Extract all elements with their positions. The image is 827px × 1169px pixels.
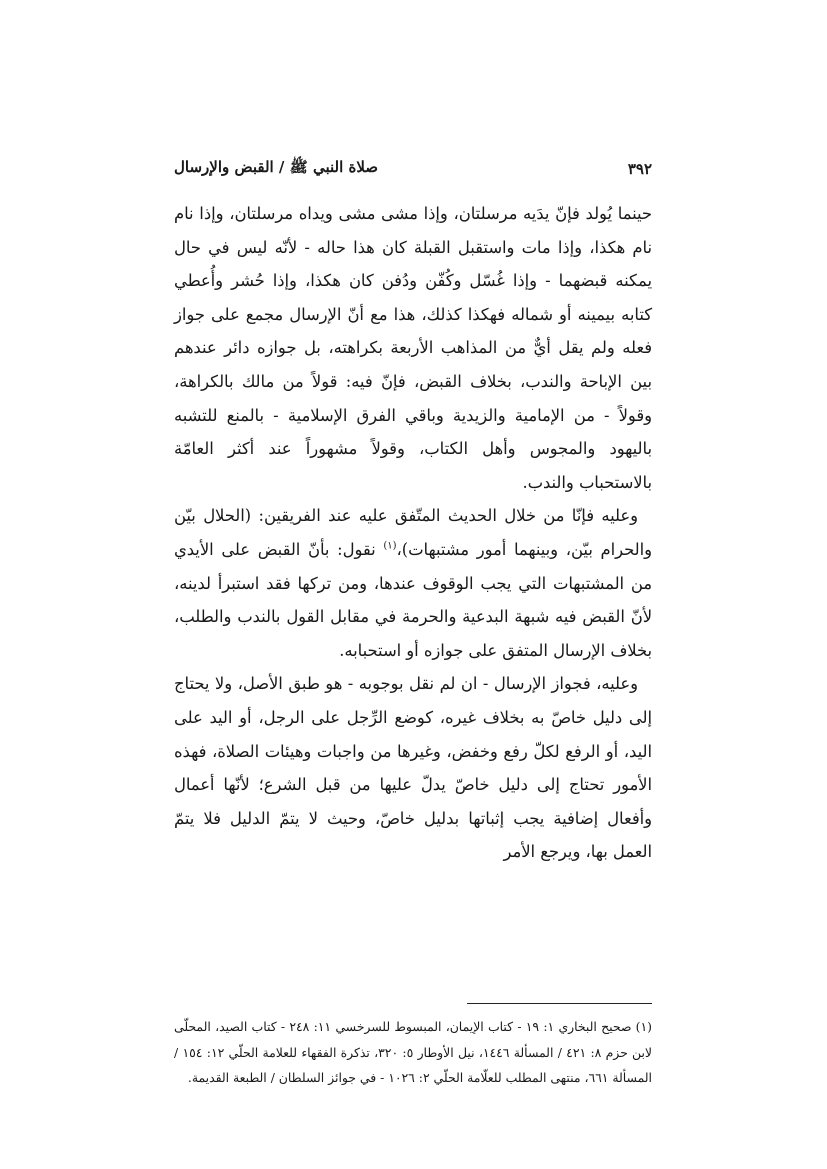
- paragraph-2-part-a: وعليه فإنّا من خلال الحديث المتّفق عليه عند الفريقين: (الحلال بيّن والحرام بيّن، وبينهما أمور مشتبهات)،: [174, 506, 652, 559]
- main-text: [174, 197, 652, 869]
- footnote-1: (١) صحيح البخاري ١: ١٩ - كتاب الإيمان، المبسوط للسرخسي ١١: ٢٤٨ - كتاب الصيد، المحلّى لابن حزم ٨: ٤٢١ / المسألة ١٤٤٦، نيل الأوطار ٥: ٣٢٠، تذكرة الفقهاء للعلامة الحلّي ١٢: ١٥٤ / المسألة ٦٦١، منتهى المطلب للعلّامة الحلّي ٢: ١٠٢٦ - في جوائز السلطان / الطبعة القديمة.: [174, 1019, 652, 1085]
- running-head: [174, 156, 652, 182]
- footnote-reference[interactable]: (١): [383, 540, 397, 552]
- paragraph-3: وعليه، فجواز الإرسال - ان لم نقل بوجوبه - هو طبق الأصل، ولا يحتاج إلى دليل خاصّ به بخلاف غيره، كوضع الرِّجل على الرجل، أو اليد على اليد، أو الرفع لكلّ رفع وخفض، وغيرها من واجبات وهيئات الصلاة، فهذه الأمور تحتاج إلى دليل خاصّ يدلّ عليها من قبل الشرع؛ لأنّها أعمال وأفعال إضافية يجب إثباتها بدليل خاصّ، وحيث لا يتمّ الدليل فلا يتمّ العمل بها، ويرجع الأمر: [174, 674, 652, 862]
- running-title: صلاة النبي ﷺ / القبض والإرسال: [174, 158, 379, 176]
- paragraph-1: حينما يُولد فإنّ يدَيه مرسلتان، وإذا مشى مشى ويداه مرسلتان، وإذا نام نام هكذا، وإذا مات واستقبل القبلة كان هذا حاله - لأنّه ليس في حال يمكنه قبضهما - وإذا غُسّل وكُفّن ودُفن كان هكذا، وإذا حُشر وأُعطي كتابه بيمينه أو شماله فهكذا كذلك، هذا مع أنّ الإرسال مجمع على جواز فعله ولم يقل أيٌّ من المذاهب الأربعة بكراهته، بل جوازه دائر عندهم بين الإباحة والندب، بخلاف القبض، فإنّ فيه: قولاً من مالك بالكراهة، وقولاً - من الإمامية والزيدية وباقي الفرق الإسلامية - بالمنع للتشبه باليهود والمجوس وأهل الكتاب، وقولاً مشهوراً عند أكثر العامّة بالاستحباب والندب.: [174, 204, 652, 492]
- page-number: ٣٩٢: [627, 160, 652, 178]
- footnote-divider: [467, 1003, 652, 1004]
- paragraph-2: [174, 499, 652, 667]
- paragraph-2-part-b: نقول: بأنّ القبض على الأيدي من المشتبهات التي يجب الوقوف عندها، ومن تركها فقد استبرأ لدينه، لأنّ القبض فيه شبهة البدعية والحرمة في مقابل القول بالندب والطلب، بخلاف الإرسال المتفق على جوازه أو استحبابه.: [174, 539, 652, 660]
- footnotes: [174, 1014, 652, 1091]
